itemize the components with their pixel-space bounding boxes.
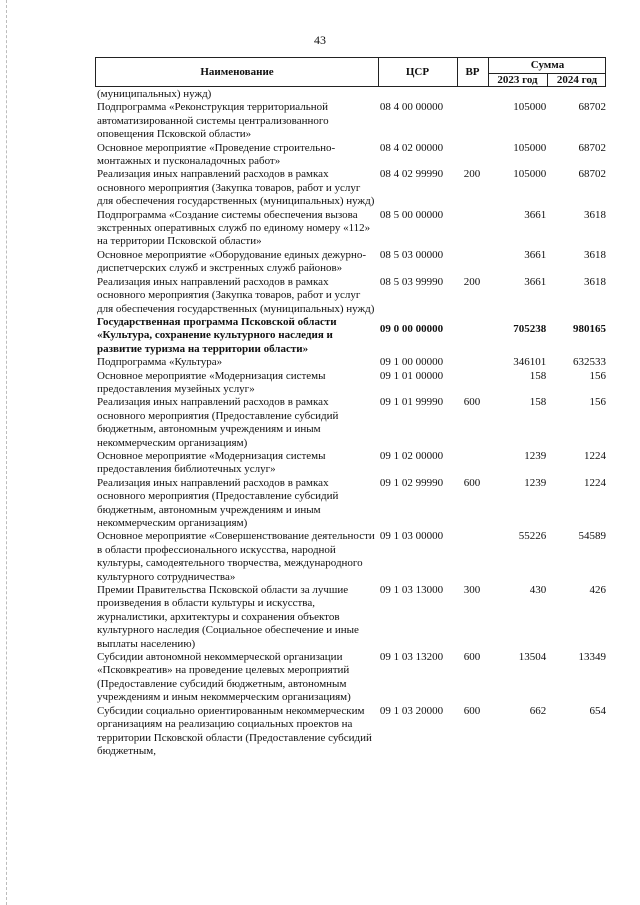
row-vr: 200	[463, 275, 481, 288]
row-name: Основное мероприятие «Модернизация системы предоставления библиотечных услуг»	[97, 449, 326, 476]
table-row	[97, 450, 606, 477]
row-name: Премии Правительства Псковской области за лучшие произведения в области культуры и искусства, журналистики, архитектуры и сохранения объектов культурного наследия (Социальное обеспечение и иные выплаты населению)	[97, 584, 359, 650]
row-name: Реализация иных направлений расходов в рамках основного мероприятия (Предоставление субсидий бюджетным, автономным учреждениям и иным некоммерческим организациям)	[97, 396, 339, 449]
row-value-2023: 158	[529, 369, 547, 382]
row-value-2024: 13349	[578, 651, 606, 664]
row-value-2024: 68702	[578, 168, 606, 181]
row-value-2023: 3661	[524, 275, 547, 288]
row-value-2023: 430	[529, 584, 547, 597]
row-name: Основное мероприятие «Оборудование единых дежурно-диспетчерских служб и экстренных служб районов»	[97, 248, 367, 275]
header-year-2023: 2023 год	[497, 74, 538, 86]
table-row	[97, 209, 606, 249]
table-row	[97, 705, 606, 759]
row-value-2023: 158	[529, 396, 547, 409]
row-value-2023: 105000	[513, 141, 547, 154]
row-csr: 08 5 03 00000	[379, 248, 444, 261]
row-value-2023: 662	[529, 704, 547, 717]
row-value-2024: 980165	[573, 322, 606, 335]
table-header	[95, 57, 606, 87]
row-name: Реализация иных направлений расходов в рамках основного мероприятия (Предоставление субсидий бюджетным, автономным учреждениям и иным некоммерческим организациям)	[97, 476, 339, 529]
table-row	[97, 370, 606, 397]
header-csr: ЦСР	[405, 66, 430, 78]
row-name: Подпрограмма «Создание системы обеспечения вызова экстренных оперативных служб по единому номеру «112» на территории Псковской области»	[97, 208, 371, 248]
row-csr: 08 4 00 00000	[379, 101, 444, 114]
table-row	[97, 651, 606, 705]
header-sum: Сумма	[530, 59, 565, 71]
table-row	[97, 584, 606, 651]
row-vr: 600	[463, 476, 481, 489]
row-value-2023: 705238	[513, 322, 547, 335]
row-name: Подпрограмма «Реконструкция территориальной автоматизированной системы централизованного оповещения Псковской области»	[97, 101, 329, 141]
row-value-2023: 3661	[524, 248, 547, 261]
row-value-2024: 3618	[584, 208, 606, 221]
row-name: Основное мероприятие «Совершенствование деятельности в области профессионального искусства, народной культуры, самодеятельного творчества, международного культурного сотрудничества»	[97, 530, 375, 583]
row-value-2024: 654	[589, 704, 606, 717]
header-year-2024: 2024 год	[556, 74, 598, 86]
row-value-2023: 3661	[524, 208, 547, 221]
row-value-2024: 3618	[584, 248, 606, 261]
row-csr: 09 1 03 13200	[379, 651, 444, 664]
row-csr: 09 1 00 00000	[379, 356, 444, 369]
row-value-2023: 346101	[513, 356, 547, 369]
row-vr: 200	[463, 168, 481, 181]
table-row	[97, 477, 606, 531]
row-csr: 08 5 00 00000	[379, 208, 444, 221]
row-value-2024: 1224	[584, 476, 606, 489]
binding-margin-line	[6, 0, 7, 905]
row-name: Подпрограмма «Культура»	[97, 356, 223, 369]
row-name: Основное мероприятие «Проведение строительно-монтажных и пусконаладочных работ»	[97, 141, 336, 168]
row-csr: 08 4 02 99990	[379, 168, 444, 181]
row-csr: 08 4 02 00000	[379, 141, 444, 154]
table-row	[97, 316, 606, 356]
table-row	[97, 356, 606, 369]
row-csr: 09 1 03 13000	[379, 584, 444, 597]
row-name: Реализация иных направлений расходов в рамках основного мероприятия (Закупка товаров, работ и услуг для обеспечения государственных (муниципальных) нужд)	[97, 275, 375, 315]
row-vr: 600	[463, 396, 481, 409]
table-row	[97, 276, 606, 316]
row-csr: 09 1 02 99990	[379, 476, 444, 489]
row-vr: 300	[463, 584, 481, 597]
row-vr: 600	[463, 651, 481, 664]
row-value-2024: 156	[589, 396, 606, 409]
header-vr: ВР	[465, 66, 480, 78]
row-value-2024: 426	[589, 584, 606, 597]
row-vr: 600	[463, 704, 481, 717]
row-value-2024: 3618	[584, 275, 606, 288]
row-csr: 08 5 03 99990	[379, 275, 444, 288]
row-name: Субсидии автономной некоммерческой организации «Псковкреатив» на проведение целевых мероприятий (Предоставление субсидий бюджетным, автономным учреждениям и иным некоммерческим организациям)	[97, 651, 351, 704]
row-name: Государственная программа Псковской области «Культура, сохранение культурного наследия и развитие туризма на территории области»	[97, 315, 337, 355]
row-value-2024: 68702	[578, 141, 606, 154]
row-value-2023: 1239	[524, 476, 547, 489]
row-value-2023: 105000	[513, 101, 547, 114]
table-row	[97, 249, 606, 276]
row-value-2023: 13504	[518, 651, 547, 664]
row-name: Реализация иных направлений расходов в рамках основного мероприятия (Закупка товаров, работ и услуг для обеспечения государственных (муниципальных) нужд)	[97, 168, 375, 208]
row-value-2023: 1239	[524, 449, 547, 462]
row-csr: 09 1 03 20000	[379, 704, 444, 717]
row-value-2024: 1224	[584, 449, 606, 462]
row-value-2023: 105000	[513, 168, 547, 181]
row-csr: 09 1 01 99990	[379, 396, 444, 409]
row-csr: 09 1 03 00000	[379, 530, 444, 543]
row-name: Основное мероприятие «Модернизация системы предоставления музейных услуг»	[97, 369, 326, 395]
row-csr: 09 1 01 00000	[379, 369, 444, 382]
table-row	[97, 168, 606, 208]
header-name: Наименование	[200, 66, 274, 78]
table-row	[97, 101, 606, 141]
row-value-2023: 55226	[518, 530, 547, 543]
row-value-2024: 632533	[573, 356, 606, 369]
row-csr: 09 1 02 00000	[379, 449, 444, 462]
row-csr: 09 0 00 00000	[379, 322, 444, 335]
row-name: Субсидии социально ориентированным некоммерческим организациям на реализацию социальных проектов на территории Псковской области (Предоставление субсидий бюджетным,	[97, 704, 372, 757]
row-value-2024: 156	[589, 369, 606, 382]
page-number: 43	[314, 33, 326, 47]
table-body	[97, 88, 606, 758]
row-value-2024: 68702	[578, 101, 606, 114]
table-row	[97, 530, 606, 584]
row-name: (муниципальных) нужд)	[97, 88, 212, 100]
table-row	[97, 88, 606, 101]
table-row	[97, 142, 606, 169]
table-row	[97, 396, 606, 450]
row-value-2024: 54589	[578, 530, 606, 543]
